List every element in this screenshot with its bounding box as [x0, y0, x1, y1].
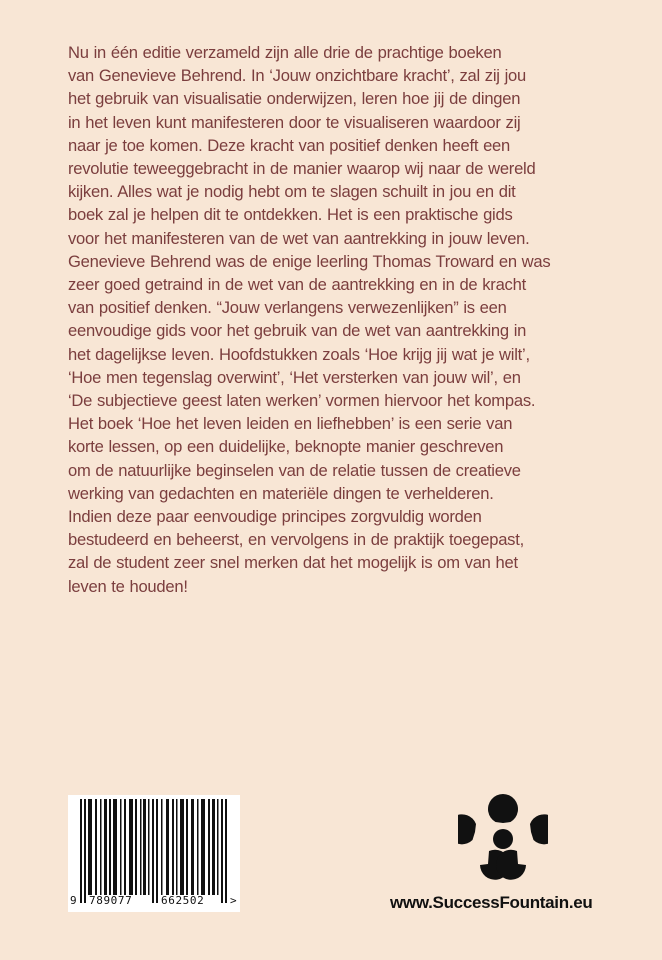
barcode-digit-group: 789077 [89, 894, 133, 907]
blurb-line: werking van gedachten en materiële dingen te verhelderen. [68, 483, 494, 503]
barcode-digits [68, 894, 240, 908]
blurb-line: korte lessen, op een duidelijke, beknopte manier geschreven [68, 437, 504, 457]
blurb-line: revolutie teweeggebracht in de manier waarop wij naar de wereld [68, 159, 536, 179]
blurb-line: het dagelijkse leven. Hoofdstukken zoals ‘Hoe krijg jij wat je wilt’, [68, 344, 530, 364]
blurb-line: ‘Hoe men tegenslag overwint’, ‘Het versterken van jouw wil’, en [68, 367, 521, 387]
blurb-line: kijken. Alles wat je nodig hebt om te slagen schuilt in jou en dit [68, 182, 516, 202]
blurb-line: om de natuurlijke beginselen van de relatie tussen de creatieve [68, 460, 521, 480]
blurb-line: van positief denken. “Jouw verlangens verwezenlijken” is een [68, 298, 507, 318]
blurb-line: zeer goed getraind in de wet van de aantrekking en in de kracht [68, 275, 526, 295]
barcode-digit-group: 9 [70, 894, 78, 907]
blurb-line: naar je toe komen. Deze kracht van positief denken heeft een [68, 135, 511, 155]
blurb-line: het gebruik van visualisatie onderwijzen, leren hoe jij de dingen [68, 89, 521, 109]
flower-logo-icon [458, 790, 548, 880]
blurb-line: Het boek ‘Hoe het leven leiden en liefhebben’ is een serie van [68, 414, 513, 434]
blurb-line: voor het manifesteren van de wet van aantrekking in jouw leven. [68, 228, 530, 248]
blurb-line: Nu in één editie verzameld zijn alle drie de prachtige boeken [68, 43, 502, 62]
back-cover-blurb [68, 41, 628, 598]
publisher-website: www.SuccessFountain.eu [390, 893, 593, 912]
blurb-line: eenvoudige gids voor het gebruik van de wet van aantrekking in [68, 321, 527, 341]
barcode-digit-group: > [230, 894, 238, 907]
blurb-line: in het leven kunt manifesteren door te visualiseren waardoor zij [68, 112, 521, 132]
blurb-line: van Genevieve Behrend. In ‘Jouw onzichtbare kracht’, zal zij jou [68, 66, 526, 86]
blurb-line: leven te houden! [68, 576, 188, 596]
blurb-line: Genevieve Behrend was de enige leerling Thomas Troward en was [68, 251, 551, 271]
barcode-digit-group: 662502 [161, 894, 205, 907]
isbn-barcode [68, 795, 240, 912]
blurb-line: zal de student zeer snel merken dat het mogelijk is om van het [68, 553, 518, 573]
blurb-line: ‘De subjectieve geest laten werken’ vormen hiervoor het kompas. [68, 391, 536, 411]
blurb-line: Indien deze paar eenvoudige principes zorgvuldig worden [68, 507, 482, 527]
blurb-line: bestudeerd en beheerst, en vervolgens in de praktijk toegepast, [68, 530, 524, 550]
blurb-line: boek zal je helpen dit te ontdekken. Het is een praktische gids [68, 205, 513, 225]
